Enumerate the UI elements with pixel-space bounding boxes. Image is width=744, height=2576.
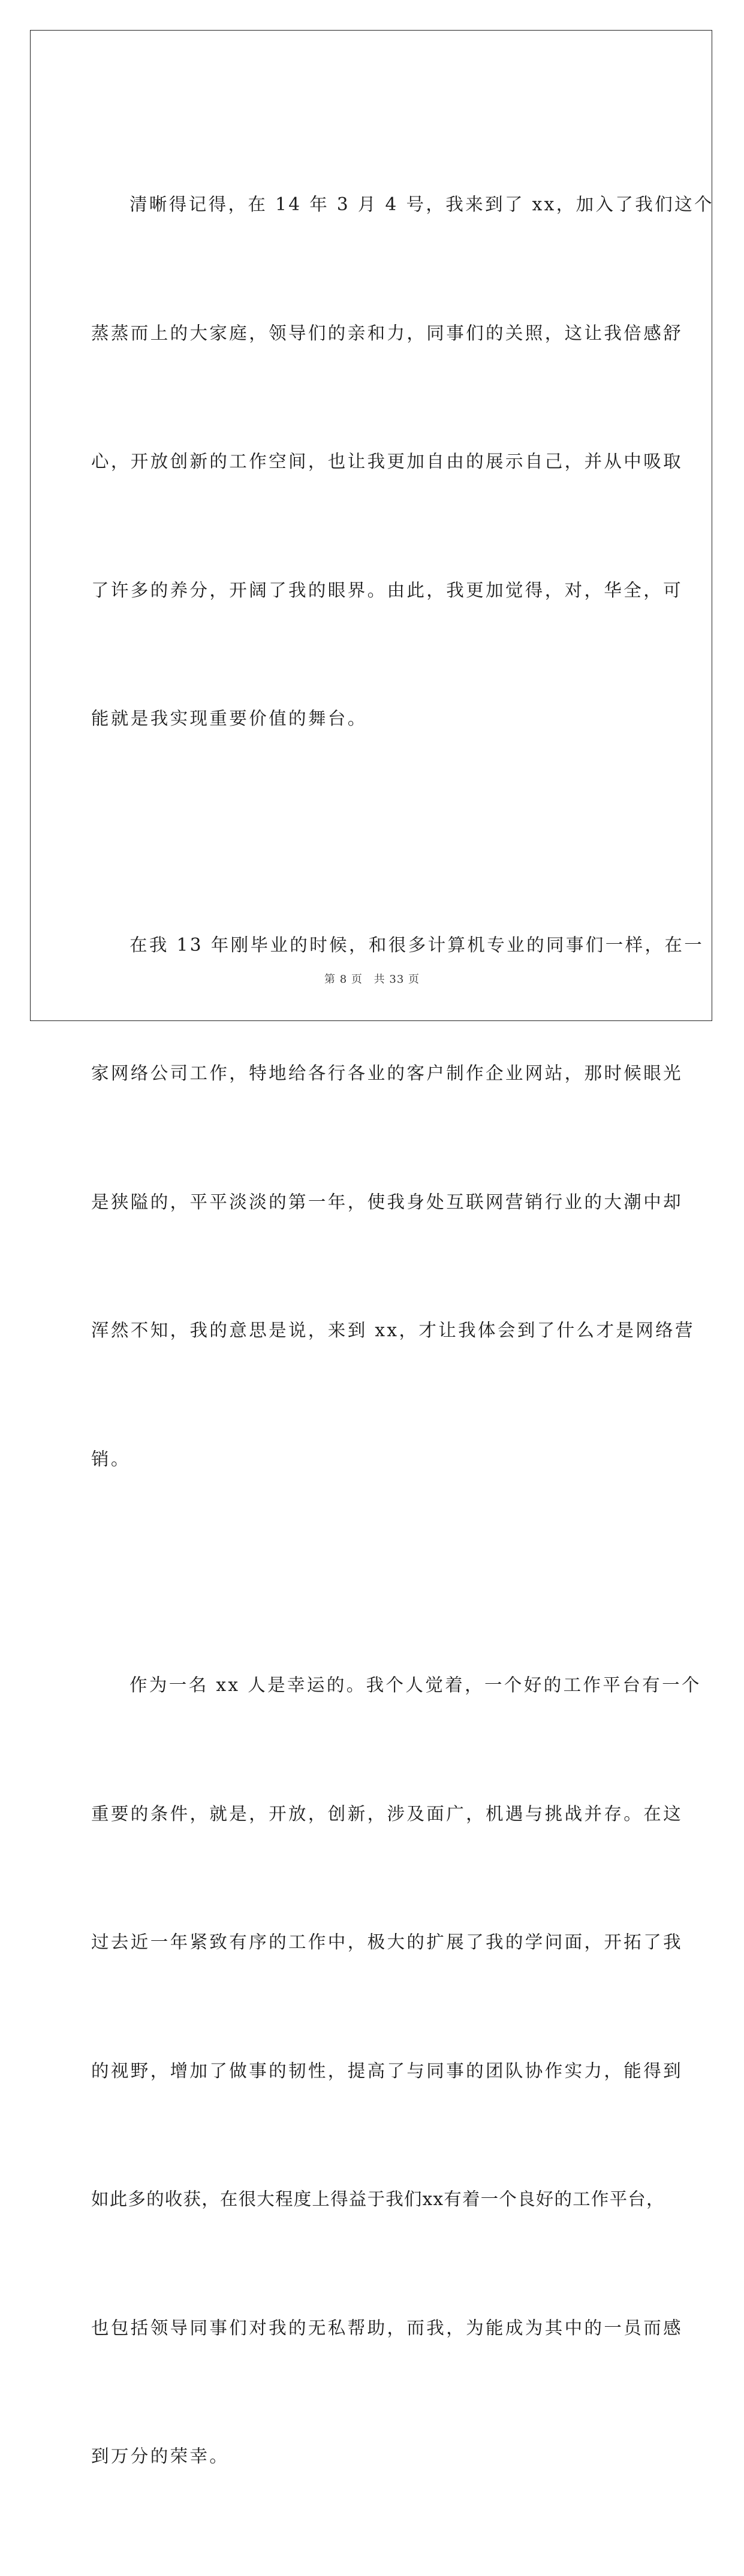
- paragraph-line: 销。: [91, 1448, 131, 1469]
- page-total: 共 33 页: [373, 973, 420, 986]
- paragraph-line: 如此多的收获，在很大程度上得益于我们xx有着一个良好的工作平台，: [91, 2189, 665, 2209]
- paragraph-line: 在我 13 年刚毕业的时候，和很多计算机专业的同事们一样，在一: [129, 934, 704, 955]
- page-footer: [0, 971, 744, 986]
- paragraph-1: [91, 98, 714, 826]
- paragraph-line: 重要的条件，就是，开放，创新，涉及面广，机遇与挑战并存。在这: [91, 1803, 683, 1824]
- paragraph-line: 了许多的养分，开阔了我的眼界。由此，我更加觉得，对，华全，可: [91, 579, 683, 600]
- paragraph-line: 过去近一年紧致有序的工作中，极大的扩展了我的学问面，开拓了我: [91, 1932, 683, 1952]
- paragraph-line: 清晰得记得，在 14 年 3 月 4 号，我来到了 xx，加入了我们这个: [129, 194, 714, 215]
- paragraph-line: 的视野，增加了做事的韧性，提高了与同事的团队协作实力，能得到: [91, 2060, 683, 2081]
- paragraph-line: 是狭隘的，平平淡淡的第一年，使我身处互联网营销行业的大潮中却: [91, 1191, 683, 1212]
- paragraph-line: 也包括领导同事们对我的无私帮助，而我，为能成为其中的一员而感: [91, 2317, 683, 2338]
- paragraph-2: [91, 838, 704, 1567]
- paragraph-line: 作为一名 xx 人是幸运的。我个人觉着，一个好的工作平台有一个: [129, 1675, 701, 1695]
- paragraph-line: 到万分的荣幸。: [91, 2446, 230, 2466]
- document-body: [91, 98, 714, 2576]
- paragraph-line: 蒸蒸而上的大家庭，领导们的亲和力，同事们的关照，这让我倍感舒: [91, 322, 683, 343]
- paragraph-line: 家网络公司工作，特地给各行各业的客户制作企业网站，那时候眼光: [91, 1063, 683, 1083]
- paragraph-line: 能就是我实现重要价值的舞台。: [91, 708, 368, 729]
- page-number: 第 8 页: [324, 973, 363, 986]
- paragraph-3: [91, 1578, 701, 2564]
- paragraph-line: 浑然不知，我的意思是说，来到 xx，才让我体会到了什么才是网络营: [91, 1320, 695, 1340]
- paragraph-line: 心，开放创新的工作空间，也让我更加自由的展示自己，并从中吸取: [91, 451, 683, 472]
